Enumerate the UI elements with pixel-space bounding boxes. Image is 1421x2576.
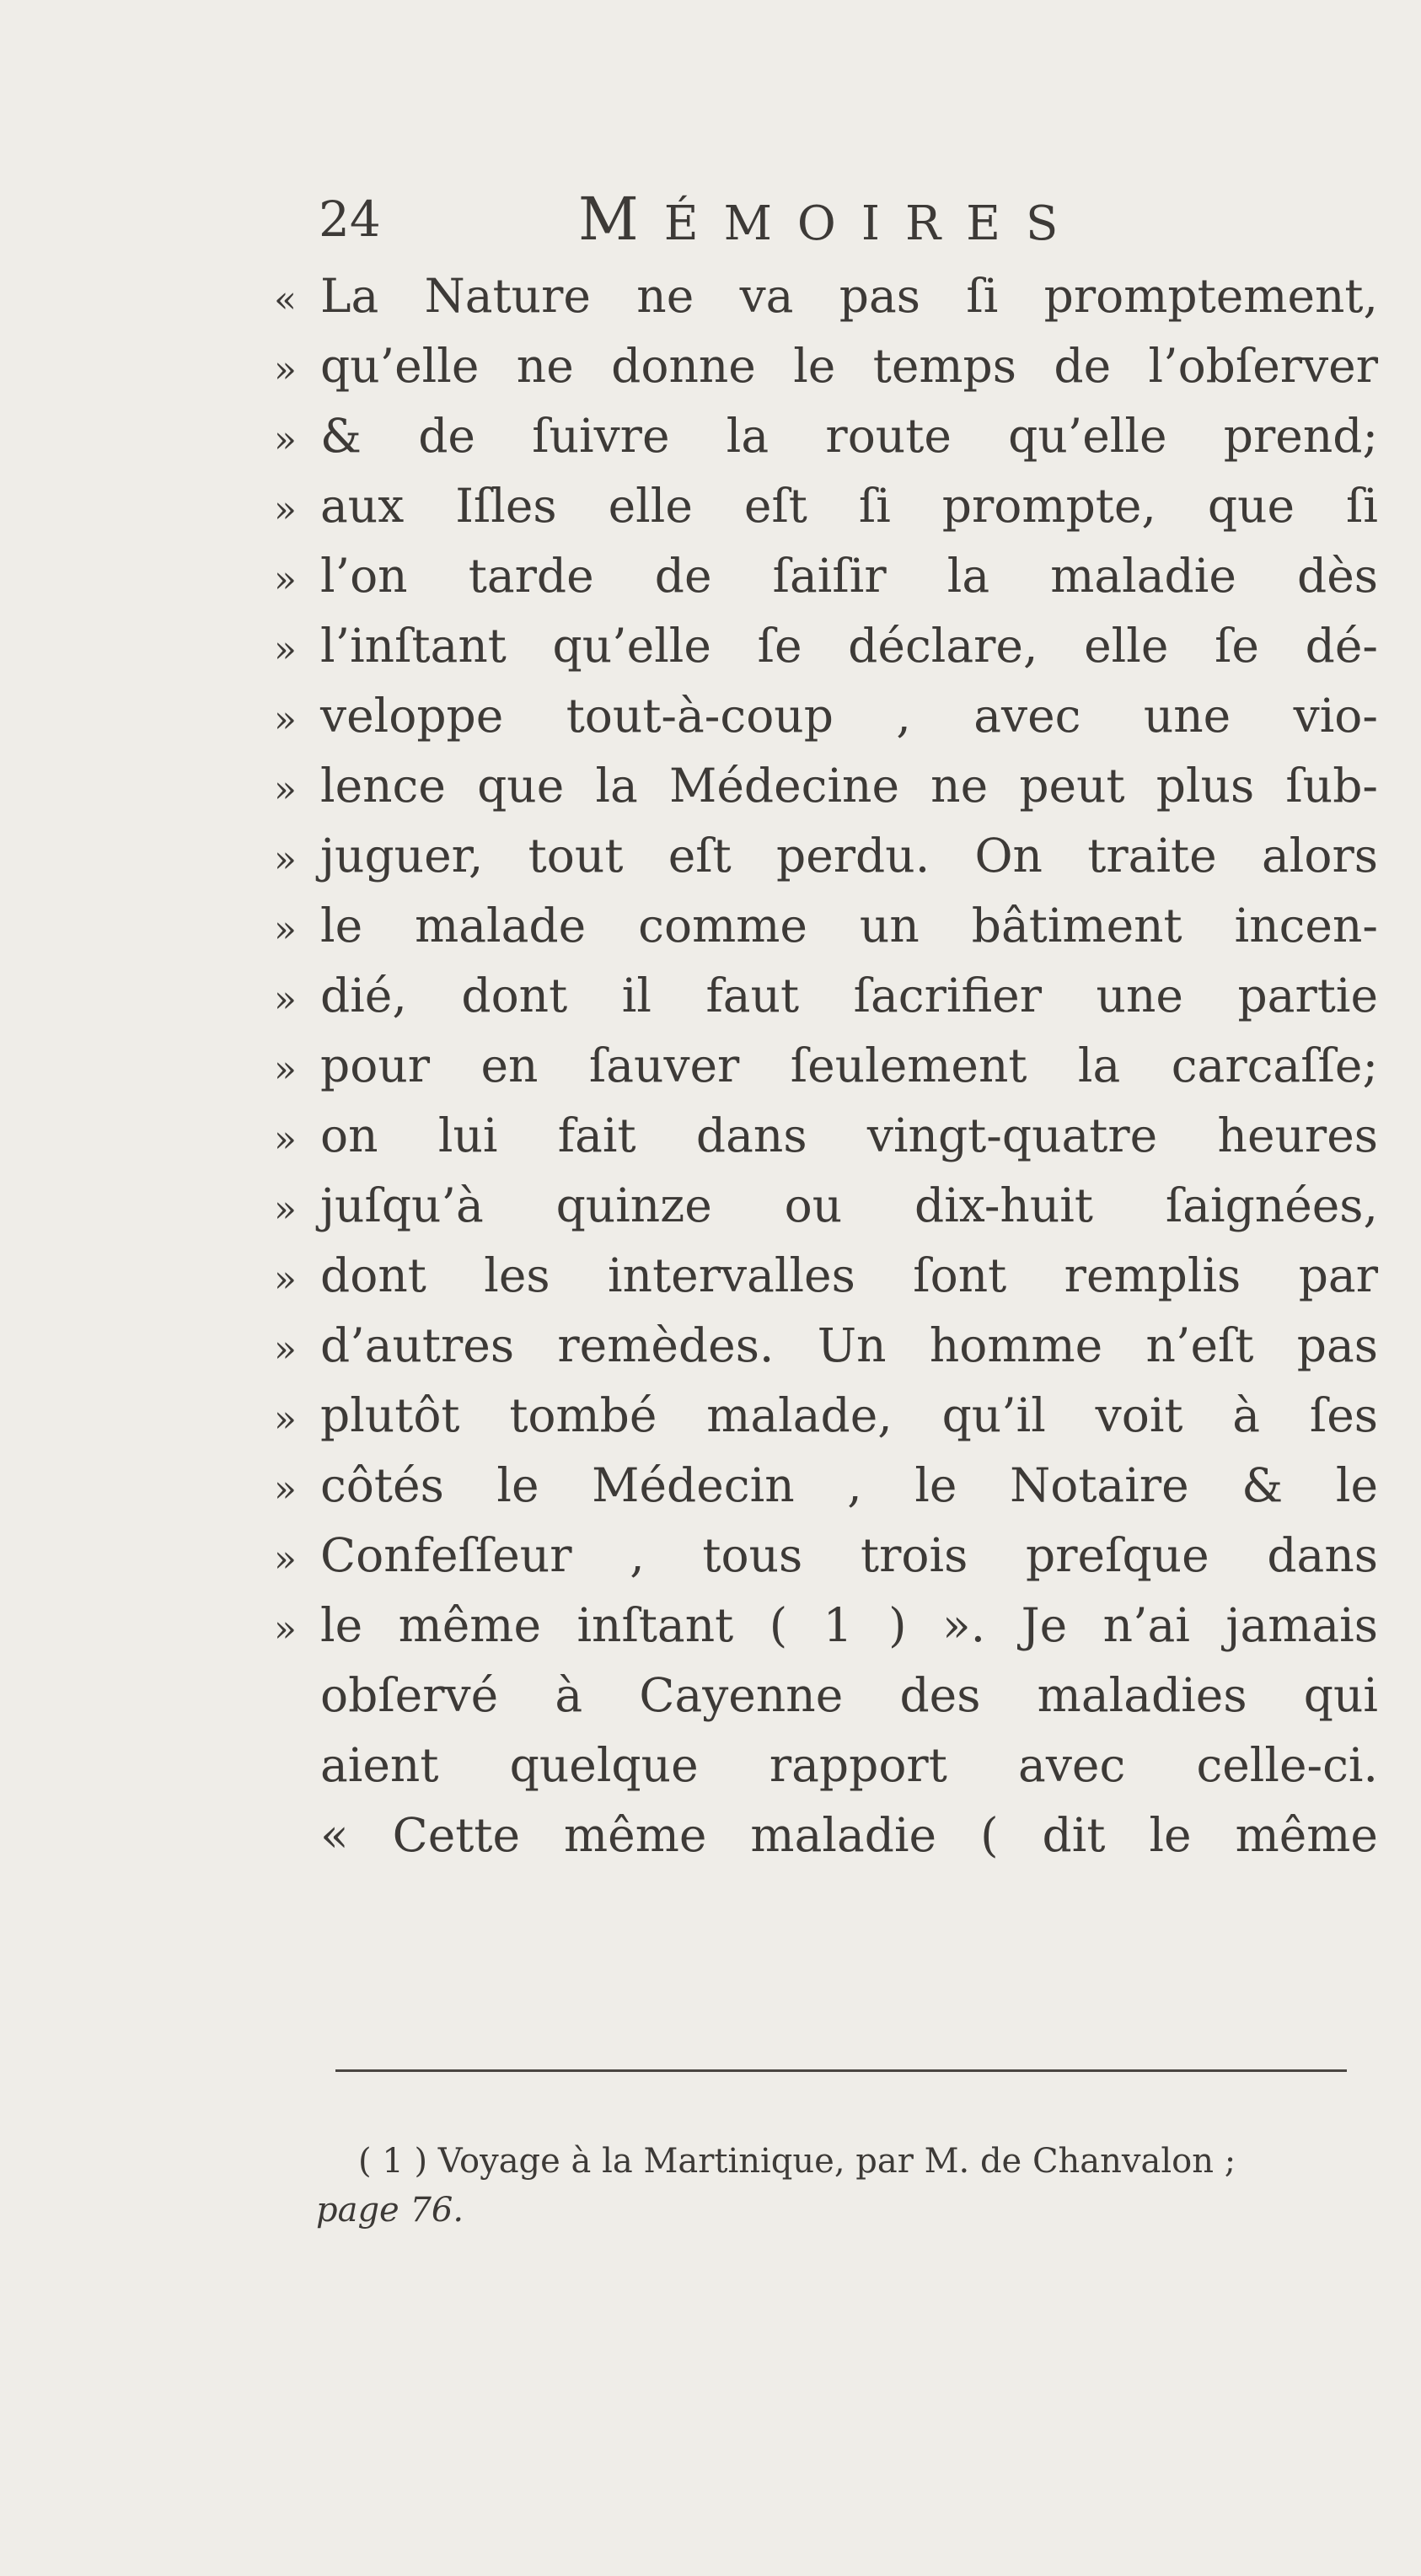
text-line — [320, 1731, 1378, 1801]
text-line — [320, 1661, 1378, 1731]
line-text: côtés le Médecin , le Notaire & le — [320, 1458, 1378, 1512]
text-line: » veloppe tout-à-coup , avec une vio- — [274, 689, 1378, 743]
text-line: » juſqu’à quinze ou dix-huit ſaignées, — [274, 1178, 1378, 1232]
text-line: « La Nature ne va pas ſi promptement, — [274, 269, 1378, 323]
text-line: » & de ſuivre la route qu’elle prend; — [274, 409, 1378, 463]
running-head-rest: ÉMOIRES — [663, 196, 1084, 251]
text-line: » lence que la Médecine ne peut plus ſub- — [274, 759, 1378, 813]
text-line: » le malade comme un bâtiment incen- — [274, 899, 1378, 953]
line-text: La Nature ne va pas ſi promptement, — [320, 269, 1378, 323]
text-line — [320, 1801, 1378, 1870]
line-text: juſqu’à quinze ou dix-huit ſaignées, — [320, 1178, 1378, 1232]
footnote — [316, 2137, 1361, 2235]
text-line: » l’inſtant qu’elle ſe déclare, elle ſe dé- — [274, 619, 1378, 673]
line-text: plutôt tombé malade, qu’il voit à ſes — [320, 1388, 1378, 1442]
text-line: » on lui fait dans vingt-quatre heures — [274, 1108, 1378, 1162]
text-line: » le même inſtant ( 1 ) ». Je n’ai jamais — [274, 1598, 1378, 1652]
text-line: » pour en ſauver ſeulement la carcaſſe; — [274, 1038, 1378, 1092]
page-number: 24 — [319, 191, 381, 248]
line-text: dié, dont il faut ſacrifier une partie — [320, 969, 1378, 1022]
line-text: l’on tarde de ſaiſir la maladie dès — [320, 549, 1378, 603]
line-text: aux Iſles elle eſt ſi prompte, que ſi — [320, 479, 1378, 533]
line-text: le même inſtant ( 1 ) ». Je n’ai jamais — [320, 1598, 1378, 1652]
line-text: on lui fait dans vingt-quatre heures — [320, 1108, 1378, 1162]
footnote-line: ( 1 ) Voyage à la Martinique, par M. de Chanvalon ; — [358, 2142, 1236, 2181]
line-text: lence que la Médecine ne peut plus ſub- — [320, 759, 1378, 813]
running-head-initial: M — [578, 185, 664, 254]
line-text: d’autres remèdes. Un homme n’eſt pas — [320, 1318, 1378, 1372]
line-text: « Cette même maladie ( dit le même — [320, 1808, 1378, 1862]
line-text: pour en ſauver ſeulement la carcaſſe; — [320, 1038, 1378, 1092]
line-text: juguer, tout eſt perdu. On traite alors — [320, 829, 1378, 883]
line-text: l’inſtant qu’elle ſe déclare, elle ſe dé- — [320, 619, 1378, 673]
line-text: dont les intervalles ſont remplis par — [320, 1248, 1378, 1302]
line-text: veloppe tout-à-coup , avec une vio- — [320, 689, 1378, 743]
line-text: & de ſuivre la route qu’elle prend; — [320, 409, 1378, 463]
text-line: » côtés le Médecin , le Notaire & le — [274, 1458, 1378, 1512]
text-line: » d’autres remèdes. Un homme n’eſt pas — [274, 1318, 1378, 1372]
text-line: » aux Iſles elle eſt ſi prompte, que ſi — [274, 479, 1378, 533]
text-line: » qu’elle ne donne le temps de l’obſerver — [274, 339, 1378, 393]
footnote-page-ref: page 76. — [316, 2191, 464, 2230]
running-head — [578, 181, 1083, 262]
text-line: » Confeſſeur , tous trois preſque dans — [274, 1528, 1378, 1582]
text-line: » plutôt tombé malade, qu’il voit à ſes — [274, 1388, 1378, 1442]
line-text: obſervé à Cayenne des maladies qui — [320, 1668, 1378, 1722]
line-text: le malade comme un bâtiment incen- — [320, 899, 1378, 953]
line-text: qu’elle ne donne le temps de l’obſerver — [320, 339, 1378, 393]
text-line: » juguer, tout eſt perdu. On traite alors — [274, 829, 1378, 883]
page-header — [319, 181, 1094, 257]
text-line: » dié, dont il faut ſacrifier une partie — [274, 969, 1378, 1022]
text-line: » dont les intervalles ſont remplis par — [274, 1248, 1378, 1302]
line-text: aient quelque rapport avec celle-ci. — [320, 1738, 1378, 1792]
footnote-rule — [335, 2069, 1347, 2072]
body-text — [274, 261, 1378, 1870]
text-line: » l’on tarde de ſaiſir la maladie dès — [274, 549, 1378, 603]
line-text: Confeſſeur , tous trois preſque dans — [320, 1528, 1378, 1582]
